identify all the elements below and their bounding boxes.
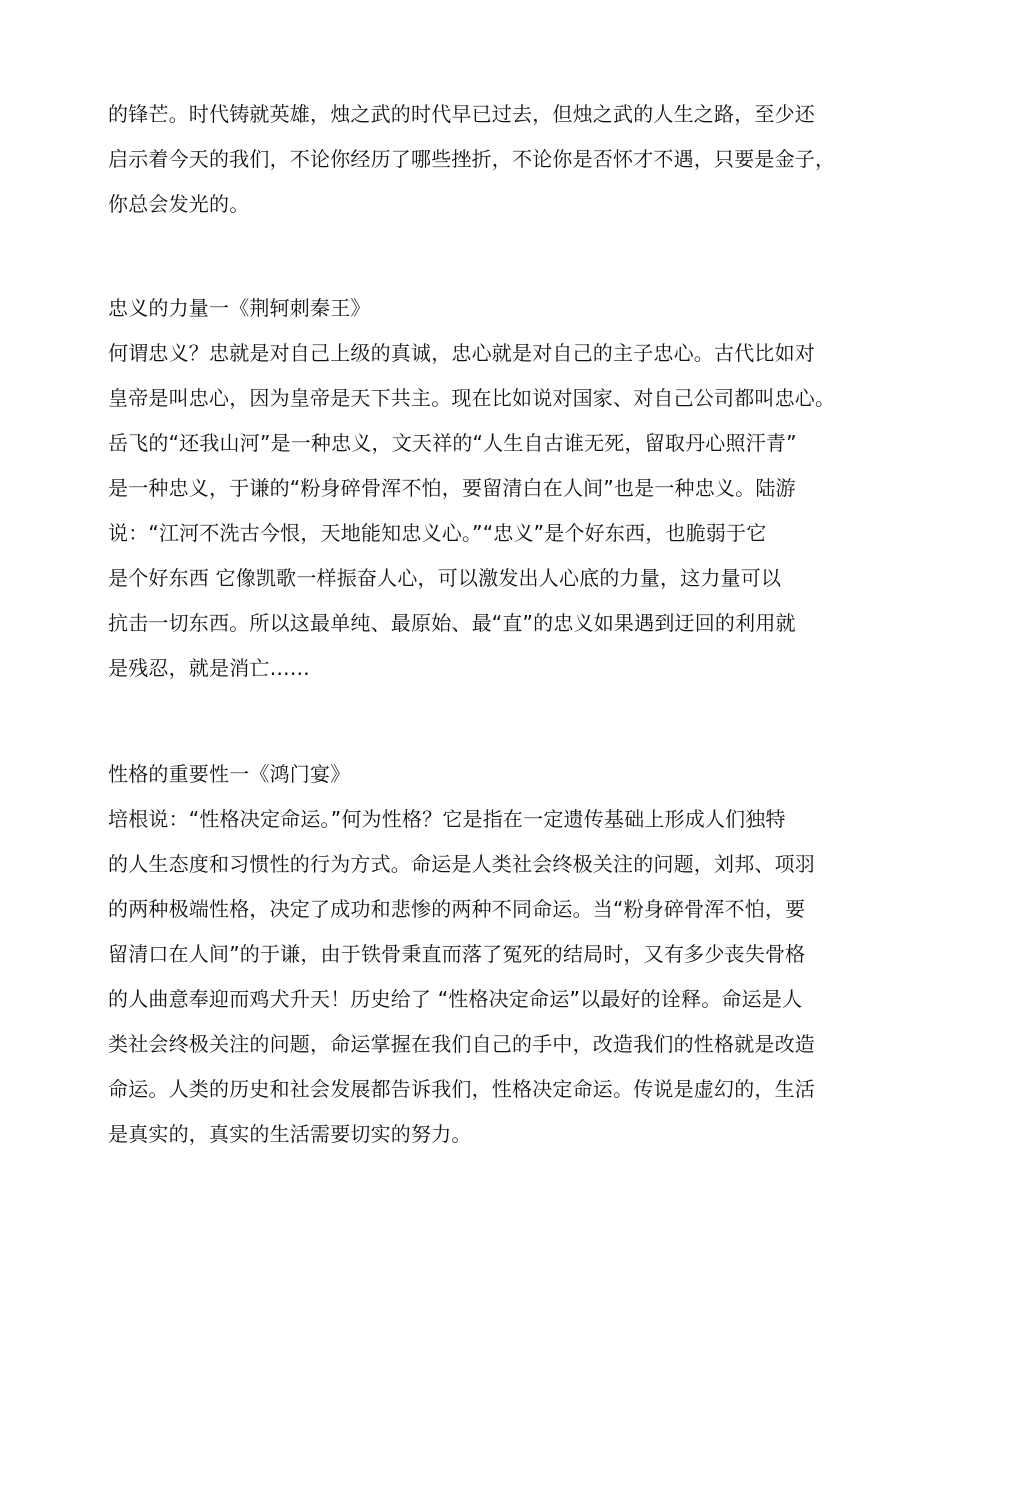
character-line-1: 培根说：“性格决定命运。”何为性格？它是指在一定遗传基础上形成人们独特	[108, 807, 786, 831]
loyalty-line-5: 说：“江河不洗古今恨，天地能知忠义心。”“忠义”是个好东西，也脆弱于它	[108, 521, 767, 545]
loyalty-line-2: 皇帝是叫忠心，因为皇帝是天下共主。现在比如说对国家、对自己公司都叫忠心。	[108, 386, 836, 410]
intro-line-2: 启示着今天的我们，不论你经历了哪些挫折，不论你是否怀才不遇，只要是金子，	[108, 147, 836, 171]
section-heading-loyalty: 忠义的力量一《荆轲刺秦王》	[108, 296, 371, 320]
loyalty-line-6: 是个好东西 它像凯歌一样振奋人心，可以激发出人心底的力量，这力量可以	[108, 566, 782, 590]
loyalty-line-3: 岳飞的“还我山河”是一种忠义，文天祥的“人生自古谁无死，留取丹心照汗青”	[108, 431, 797, 455]
character-line-7: 命运。人类的历史和社会发展都告诉我们，性格决定命运。传说是虚幻的，生活	[108, 1077, 815, 1101]
section-heading-character: 性格的重要性一《鸿门宴》	[108, 762, 351, 786]
loyalty-line-8: 是残忍，就是消亡……	[108, 656, 310, 680]
character-line-6: 类社会终极关注的问题，命运掌握在我们自己的手中，改造我们的性格就是改造	[108, 1032, 815, 1056]
intro-line-3: 你总会发光的。	[108, 192, 250, 216]
character-line-3: 的两种极端性格，决定了成功和悲惨的两种不同命运。当“粉身碎骨浑不怕，要	[108, 897, 806, 921]
loyalty-line-4: 是一种忠义，于谦的“粉身碎骨浑不怕，要留清白在人间”也是一种忠义。陆游	[108, 476, 796, 500]
character-line-4: 留清口在人间”的于谦，由于铁骨秉直而落了冤死的结局时，又有多少丧失骨格	[108, 942, 806, 966]
character-line-5: 的人曲意奉迎而鸡犬升天！历史给了 “性格决定命运”以最好的诠释。命运是人	[108, 987, 803, 1011]
character-line-2: 的人生态度和习惯性的行为方式。命运是人类社会终极关注的问题，刘邦、项羽	[108, 852, 815, 876]
character-line-8: 是真实的，真实的生活需要切实的努力。	[108, 1122, 472, 1146]
intro-line-1: 的锋芒。时代铸就英雄，烛之武的时代早已过去，但烛之武的人生之路，至少还	[108, 102, 815, 126]
loyalty-line-7: 抗击一切东西。所以这最单纯、最原始、最“直”的忠义如果遇到迂回的利用就	[108, 611, 796, 635]
loyalty-line-1: 何谓忠义？忠就是对自己上级的真诚，忠心就是对自己的主子忠心。古代比如对	[108, 341, 815, 365]
